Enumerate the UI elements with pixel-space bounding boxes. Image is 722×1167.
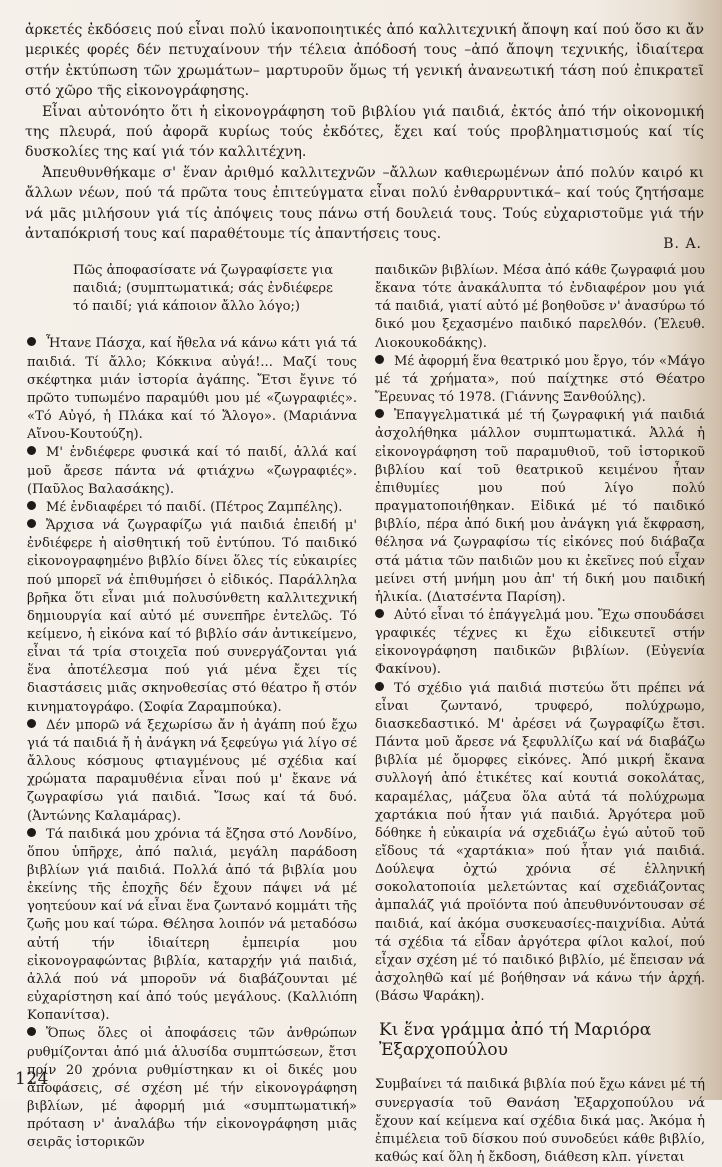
answer-item	[27, 826, 357, 1026]
bullet-icon	[27, 828, 36, 837]
bullet-icon	[27, 337, 36, 346]
answer-text: Ἐπαγγελματικά μέ τή ζωγραφική γιά παιδιά ἀσχολήθηκα μάλλον συμπτωματικά. Ἀλλά ἡ εἰκονογράφηση τοῦ παραμυθιοῦ, τοῦ ἱστορικοῦ βιβλίου καί τοῦ θεατρικοῦ κειμένου ἦταν ἐπιθυμίες μου πού λίγο πολύ πραγματοποιήθηκαν. Εἰδικά μέ τό παιδικό βιβλίο, πέρα ἀπό δική μου ἀνάγκη γιά ἔκφραση, θέλησα νά ζωγραφίσω τίς εἰκόνες πού διάβαζα στά μάτια τῶν παιδιῶν μου κι ἐκεῖνες πού εἶχαν μείνει στή μνήμη μου ἀπ' τή δική μου παιδική ἡλικία. (Διατσέντα Παρίση).	[375, 408, 705, 605]
answer-item	[375, 607, 705, 680]
answer-text: Ὅπως ὅλες οἱ ἀποφάσεις τῶν ἀνθρώπων ρυθμίζονται ἀπό μιά ἁλυσίδα συμπτώσεων, ἔτσι πρίν 20 χρόνια ρυθμίστηκαν κι οἱ δικές μου ἀποφάσεις, σέ σχέση μέ τήν εἰκονογράφηση βιβλίων, μέ ἀφορμή μιά «συμπτωματική» πρόταση ν' ἀναλάβω τήν εἰκονογράφηση μιᾶς σειρᾶς ἱστορικῶν	[27, 1026, 357, 1151]
answer-text: Ἄρχισα νά ζωγραφίζω γιά παιδιά ἐπειδή μ' ἐνδιέφερε ἡ αἰσθητική τοῦ ἐντύπου. Τό παιδικό εἰκονογραφημένο βιβλίο δίνει ὅλες τίς εὐκαιρίες πού μπορεῖ νά ἐπιθυμήσει ὁ εἰδικός. Παράλληλα βρῆκα ὅτι εἶναι μιά πολυσύνθετη καλλιτεχνική δημιουργία καί αὐτό μέ συνεπῆρε ἐντελῶς. Τό κείμενο, ἡ εἰκόνα καί τό βιβλίο σάν ἀντικείμενο, εἶναι τά τρία στοιχεῖα πού συνεργάζονται γιά ἕνα ἀποτέλεσμα πού γιά μένα ἔχει τίς διαστάσεις μιᾶς σκηνοθεσίας στό θέατρο ἤ στόν κινηματογράφο. (Σοφία Ζαραμπούκα).	[27, 518, 357, 715]
intro-paragraph-3: Ἀπευθυνθήκαμε σ' ἕναν ἀριθμό καλλιτεχνῶν –ἄλλων καθιερωμένων ἀπό πολύν καιρό κι ἄλλων νέων, πού τά πρῶτα τους ἐπιτεύγματα εἶναι πολύ ἐνθαρρυντικά– καί τούς ζητήσαμε νά μᾶς μιλήσουν γιά τίς ἀπόψεις τους πάνω στή δουλειά τους. Τούς εὐχαριστοῦμε γιά τήν ἀνταπόκρισή τους καί παραθέτουμε τίς ἀπαντήσεις τους.	[25, 164, 704, 243]
bullet-icon	[27, 501, 36, 510]
page-number: 124	[15, 1069, 49, 1089]
answer-text: Δέν μπορῶ νά ξεχωρίσω ἄν ἡ ἀγάπη πού ἔχω γιά τά παιδιά ἤ ἡ ἀνάγκη νά ξεφεύγω γιά λίγο σέ ἄλλους κόσμους φτιαγμένους μέ σχέδια καί χρώματα παραμυθένια εἶναι πού μ' ἔκανε νά ζωγραφίσω γιά παιδιά. Ἴσως καί τά δυό. (Ἀντώνης Καλαμάρας).	[27, 717, 357, 824]
intro-paragraph-2: Εἶναι αὐτονόητο ὅτι ἡ εἰκονογράφηση τοῦ βιβλίου γιά παιδιά, ἐκτός ἀπό τήν οἰκονομική της πλευρά, πού ἀφορᾶ κυρίως τούς ἐκδότες, ἔχει καί τούς προβληματισμούς καί τίς δυσκολίες της καί γιά τόν καλλιτέχνη.	[25, 103, 704, 161]
answer-item	[27, 517, 357, 717]
intro-paragraph-1: ἀρκετές ἐκδόσεις πού εἶναι πολύ ἱκανοποιητικές ἀπό καλλιτεχνική ἄποψη καί πού ὅσο κι ἄν μερικές φορές δέν πετυχαίνουν τήν τέλεια ἀπόδοσή τους –ἀπό ἄποψη τεχνικής, ἰδιαίτερα στήν ἐκτύπωση τῶν χρωμάτων– μαρτυροῦν ὅμως τή γενική ἀνανεωτική τάση πού ἐπικρατεῖ στό χῶρο τῆς εἰκονογράφησης.	[25, 22, 704, 100]
answer-item	[27, 444, 357, 498]
bullet-icon	[27, 519, 36, 528]
answer-item	[375, 680, 705, 1007]
intro-text	[25, 20, 704, 244]
bullet-icon	[375, 609, 384, 618]
right-column	[375, 262, 705, 1167]
bullet-icon	[375, 355, 384, 364]
letter-heading: Κι ἕνα γράμμα ἀπό τή Μαριόρα Ἐξαρχοπούλου	[379, 1020, 652, 1061]
author-signature: Β. Α.	[663, 236, 702, 252]
answer-text: Ἦτανε Πάσχα, καί ἤθελα νά κάνω κάτι γιά τά παιδιά. Τί ἄλλο; Κόκκινα αὐγά!... Μαζί τους σκέφτηκα μιάν ἱστορία ἀγάπης. Ἔτσι ἔγινε τό πρῶτο τυπωμένο παραμύθι μου μέ «ζωγραφιές». «Τό Αὐγό, ἡ Πλάκα καί τό Ἄλογο». (Μαριάννα Αἴνου-Κουτούζη).	[27, 336, 357, 443]
bullet-icon	[27, 446, 36, 455]
answer-text: Μ' ἐνδιέφερε φυσικά καί τό παιδί, ἀλλά καί μοῦ ἄρεσε πάντα νά φτιάχνω «ζωγραφιές». (Παῦλος Βαλασάκης).	[27, 445, 357, 497]
answer-text: Μέ ἐνδιαφέρει τό παιδί. (Πέτρος Ζαμπέλης).	[46, 499, 343, 515]
answer-item	[375, 353, 705, 407]
bullet-icon	[27, 1027, 36, 1036]
answer-text: Τό σχέδιο γιά παιδιά πιστεύω ὅτι πρέπει νά εἶναι ζωντανό, τρυφερό, πολύχρωμο, διασκεδαστικό. Μ' ἀρέσει νά ζωγραφίζω ἔτσι. Πάντα μοῦ ἄρεσε νά ξεφυλλίζω καί νά διαβάζω βιβλία μέ ὄμορφες εἰκόνες. Ἀπό μικρή ἔκανα συλλογή ἀπό ἐτικέτες καί κουτιά σοκολάτας, καραμέλας, μάζευα ὅλα αὐτά τά πολύχρωμα χαρτάκια πού ἦταν γιά παιδιά. Ἀργότερα μοῦ δόθηκε ἡ εὐκαιρία νά σχεδιάζω ἐγώ αὐτοῦ τοῦ εἴδους τά «χαρτάκια» πού ἦταν γιά παιδιά. Δούλεψα ὀχτώ χρόνια σέ ἑλληνική σοκολατοποιία μελετώντας καί σχεδιάζοντας ἀμπαλάζ γιά προϊόντα πού ἀπευθυνόντουσαν σέ παιδιά, καί ἀκόμα συσκευασίες-παιχνίδια. Αὐτά τά σχέδια τά εἶδαν ἀργότερα φίλοι καλοί, πού εἶχαν σχέση μέ τό παιδικό βιβλίο, μέ ἔπεισαν νά ἀσχοληθῶ καί μέ βοήθησαν νά κάνω τήν ἀρχή. (Βάσω Ψαράκη).	[375, 680, 705, 1005]
answer-item	[27, 717, 357, 826]
answer-item	[375, 407, 705, 607]
left-column	[27, 262, 357, 1153]
answer-item	[27, 335, 357, 444]
answer-continuation: παιδικῶν βιβλίων. Μέσα ἀπό κάθε ζωγραφιά μου ἔκανα τότε ἀνακάλυπτα τό ἐνδιαφέρον μου γιά τά παιδιά, γιατί αὐτό μέ βοηθοῦσε ν' ἀνασύρω τό δικό μου ξεχασμένο παιδικό παρελθόν. (Ἐλευθ. Λιοκουκοδάκης).	[375, 263, 705, 351]
answer-text: Μέ ἀφορμή ἕνα θεατρικό μου ἔργο, τόν «Μάγο μέ τά χρήματα», πού παίχτηκε στό Θέατρο Ἔρευνας τό 1978. (Γιάννης Ξανθούλης).	[375, 353, 705, 406]
answer-item	[27, 499, 357, 517]
letter-text: Συμβαίνει τά παιδικά βιβλία πού ἔχω κάνει μέ τή συνεργασία τοῦ Θανάση Ἐξαρχοπούλου νά ἔχουν καί κείμενα καί σχέδια δικά μας. Ἀκόμα ἡ ἐπιμέλεια τοῦ δίσκου πού συνοδεύει κάθε βιβλίο, καθώς καί ὅλη ἡ ἔκδοση, διάθεση κλπ. γίνεται	[375, 1077, 705, 1166]
answer-item	[27, 1025, 357, 1152]
interview-question: Πῶς ἀποφασίσατε νά ζωγραφίσετε για παιδιά; (συμπτωματικά; σάς ἐνδιέφερε τό παιδί; γιά κάποιον ἄλλο λόγο;)	[73, 263, 334, 315]
answer-text: Αὐτό εἶναι τό ἐπάγγελμά μου. Ἔχω σπουδάσει γραφικές τέχνες κι ἔχω εἰδικευτεῖ στήν εἰκονογράφηση παιδικῶν βιβλίων. (Εὐγενία Φακίνου).	[375, 607, 705, 678]
bullet-icon	[375, 409, 384, 418]
bullet-icon	[27, 719, 36, 728]
bullet-icon	[375, 682, 384, 691]
answer-text: Τά παιδικά μου χρόνια τά ἔζησα στό Λονδίνο, ὅπου ὑπῆρχε, ἀπό παλιά, μεγάλη παράδοση βιβλίων γιά παιδιά. Πολλά ἀπό τά βιβλία μου ἐκείνης τῆς ἐποχῆς δέν ἔχουν πάψει νά μέ γοητεύουν καί νά εἶναι ἕνα ζωντανό κομμάτι τῆς ζωῆς μου καί τώρα. Θέλησα λοιπόν νά μεταδόσω αὐτή τήν ἰδιαίτερη ἐμπειρία μου εἰκονογραφώντας βιβλία, καταρχήν γιά παιδιά, ἀλλά πού νά μποροῦν νά διαβάζουνται μέ εὐχαρίστηση καί ἀπό τούς μεγάλους. (Καλλιόπη Κοπανίτσα).	[27, 826, 357, 1024]
